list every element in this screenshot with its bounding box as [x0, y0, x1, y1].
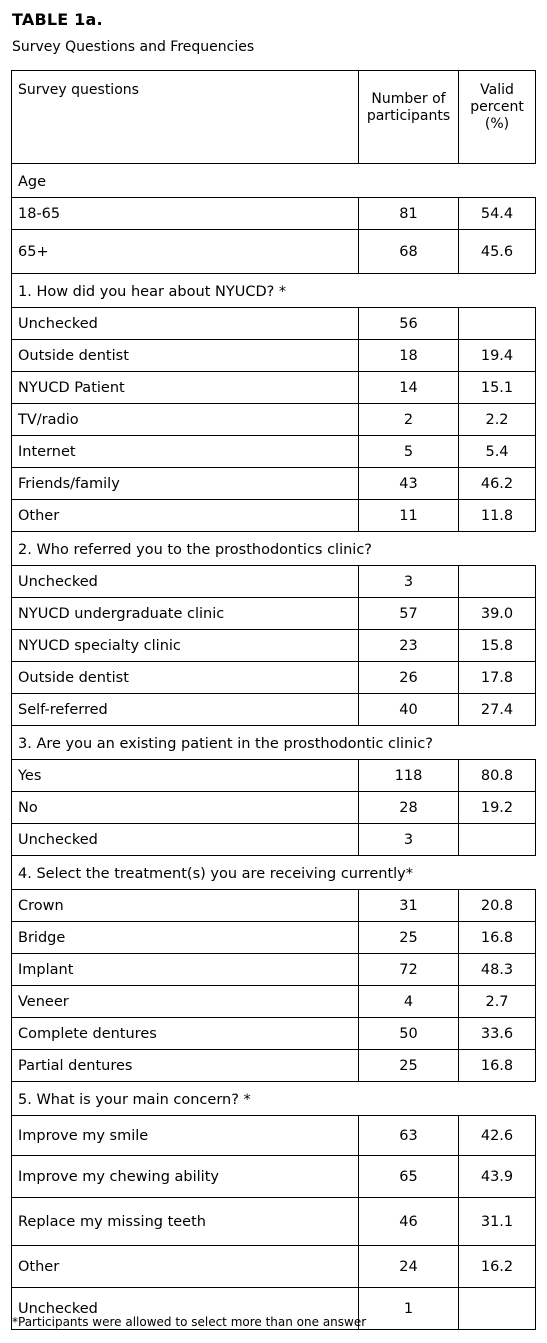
row-participants: 2: [359, 404, 459, 436]
table-row: [12, 662, 536, 694]
table-row: [12, 1018, 536, 1050]
table-row: [12, 198, 536, 230]
row-participants: 24: [359, 1246, 459, 1288]
table-row: [12, 404, 536, 436]
row-label: NYUCD Patient: [12, 372, 359, 404]
row-label: Outside dentist: [12, 340, 359, 372]
row-valid-percent: 16.8: [459, 1050, 536, 1082]
section-heading: 2. Who referred you to the prosthodontics clinic?: [12, 532, 536, 566]
section-row: [12, 726, 536, 760]
row-label: 18-65: [12, 198, 359, 230]
table-row: [12, 1156, 536, 1198]
row-label: Improve my chewing ability: [12, 1156, 359, 1198]
row-label: Outside dentist: [12, 662, 359, 694]
table-row: [12, 694, 536, 726]
row-valid-percent: [459, 824, 536, 856]
table-row: [12, 824, 536, 856]
table-row: [12, 890, 536, 922]
section-heading: 4. Select the treatment(s) you are receiving currently*: [12, 856, 536, 890]
section-heading: Age: [12, 164, 536, 198]
table-title: TABLE 1a.: [12, 10, 103, 29]
row-valid-percent: [459, 1288, 536, 1330]
row-participants: 46: [359, 1198, 459, 1246]
row-participants: 118: [359, 760, 459, 792]
section-heading: 5. What is your main concern? *: [12, 1082, 536, 1116]
row-label: Friends/family: [12, 468, 359, 500]
row-participants: 63: [359, 1116, 459, 1156]
section-row: [12, 164, 536, 198]
row-participants: 43: [359, 468, 459, 500]
row-valid-percent: 16.8: [459, 922, 536, 954]
header-percent-line-3: (%): [484, 116, 510, 132]
table-row: [12, 1246, 536, 1288]
table-row: [12, 792, 536, 824]
row-valid-percent: 15.1: [459, 372, 536, 404]
row-valid-percent: 45.6: [459, 230, 536, 274]
row-participants: 56: [359, 308, 459, 340]
table-row: [12, 1116, 536, 1156]
row-valid-percent: 2.2: [459, 404, 536, 436]
row-valid-percent: 19.2: [459, 792, 536, 824]
row-participants: 65: [359, 1156, 459, 1198]
row-participants: 72: [359, 954, 459, 986]
section-row: [12, 274, 536, 308]
table-row: [12, 468, 536, 500]
row-valid-percent: 5.4: [459, 436, 536, 468]
row-valid-percent: 80.8: [459, 760, 536, 792]
row-participants: 23: [359, 630, 459, 662]
row-participants: 11: [359, 500, 459, 532]
header-percent-line-2: percent: [470, 99, 524, 115]
header-percent-line-1: Valid: [480, 82, 514, 98]
header-row: [12, 71, 536, 164]
table-row: [12, 308, 536, 340]
header-valid-percent: [459, 71, 536, 164]
row-valid-percent: 31.1: [459, 1198, 536, 1246]
row-valid-percent: [459, 566, 536, 598]
row-label: Self-referred: [12, 694, 359, 726]
section-heading: 1. How did you hear about NYUCD? *: [12, 274, 536, 308]
table-row: [12, 922, 536, 954]
row-valid-percent: 15.8: [459, 630, 536, 662]
row-participants: 3: [359, 566, 459, 598]
table-row: [12, 954, 536, 986]
row-label: TV/radio: [12, 404, 359, 436]
table-row: [12, 630, 536, 662]
row-label: Yes: [12, 760, 359, 792]
row-valid-percent: 42.6: [459, 1116, 536, 1156]
row-participants: 31: [359, 890, 459, 922]
table-row: [12, 986, 536, 1018]
table-row: [12, 598, 536, 630]
row-participants: 40: [359, 694, 459, 726]
table-row: [12, 500, 536, 532]
row-participants: 28: [359, 792, 459, 824]
table-row: [12, 436, 536, 468]
header-number-of-participants: [359, 71, 459, 164]
row-label: NYUCD undergraduate clinic: [12, 598, 359, 630]
header-count-line-2: participants: [366, 108, 451, 124]
table-subtitle: Survey Questions and Frequencies: [12, 39, 255, 55]
row-valid-percent: 48.3: [459, 954, 536, 986]
row-participants: 26: [359, 662, 459, 694]
row-label: 65+: [12, 230, 359, 274]
section-row: [12, 856, 536, 890]
row-participants: 68: [359, 230, 459, 274]
row-participants: 18: [359, 340, 459, 372]
row-participants: 25: [359, 922, 459, 954]
table-row: [12, 230, 536, 274]
row-participants: 81: [359, 198, 459, 230]
row-participants: 25: [359, 1050, 459, 1082]
row-valid-percent: 43.9: [459, 1156, 536, 1198]
row-label: Unchecked: [12, 566, 359, 598]
row-participants: 14: [359, 372, 459, 404]
row-label: Bridge: [12, 922, 359, 954]
section-heading: 3. Are you an existing patient in the prosthodontic clinic?: [12, 726, 536, 760]
table-footnote: *Participants were allowed to select more than one answer: [12, 1315, 367, 1329]
row-label: No: [12, 792, 359, 824]
survey-table: [11, 70, 536, 1330]
section-row: [12, 1082, 536, 1116]
row-participants: 3: [359, 824, 459, 856]
row-valid-percent: 19.4: [459, 340, 536, 372]
row-participants: 5: [359, 436, 459, 468]
row-valid-percent: 39.0: [459, 598, 536, 630]
row-label: Unchecked: [12, 308, 359, 340]
table-row: [12, 1050, 536, 1082]
row-valid-percent: 27.4: [459, 694, 536, 726]
row-participants: 4: [359, 986, 459, 1018]
row-label: Unchecked: [12, 1288, 359, 1330]
row-valid-percent: 54.4: [459, 198, 536, 230]
row-label: Implant: [12, 954, 359, 986]
row-label: Partial dentures: [12, 1050, 359, 1082]
row-label: Improve my smile: [12, 1116, 359, 1156]
header-count-line-1: Number of: [371, 91, 446, 107]
table-row: [12, 566, 536, 598]
row-label: Veneer: [12, 986, 359, 1018]
row-participants: 1: [359, 1288, 459, 1330]
row-valid-percent: 20.8: [459, 890, 536, 922]
row-label: Unchecked: [12, 824, 359, 856]
row-label: Other: [12, 1246, 359, 1288]
row-label: NYUCD specialty clinic: [12, 630, 359, 662]
row-valid-percent: 46.2: [459, 468, 536, 500]
row-valid-percent: [459, 308, 536, 340]
row-valid-percent: 17.8: [459, 662, 536, 694]
row-label: Crown: [12, 890, 359, 922]
header-survey-questions: Survey questions: [12, 71, 359, 164]
table-row: [12, 372, 536, 404]
table-body: [12, 164, 536, 1330]
row-valid-percent: 16.2: [459, 1246, 536, 1288]
row-label: Other: [12, 500, 359, 532]
row-label: Internet: [12, 436, 359, 468]
table-row: [12, 760, 536, 792]
row-valid-percent: 11.8: [459, 500, 536, 532]
row-valid-percent: 33.6: [459, 1018, 536, 1050]
section-row: [12, 532, 536, 566]
row-participants: 50: [359, 1018, 459, 1050]
row-participants: 57: [359, 598, 459, 630]
table-row: [12, 1198, 536, 1246]
row-label: Complete dentures: [12, 1018, 359, 1050]
table-row: [12, 340, 536, 372]
row-valid-percent: 2.7: [459, 986, 536, 1018]
row-label: Replace my missing teeth: [12, 1198, 359, 1246]
